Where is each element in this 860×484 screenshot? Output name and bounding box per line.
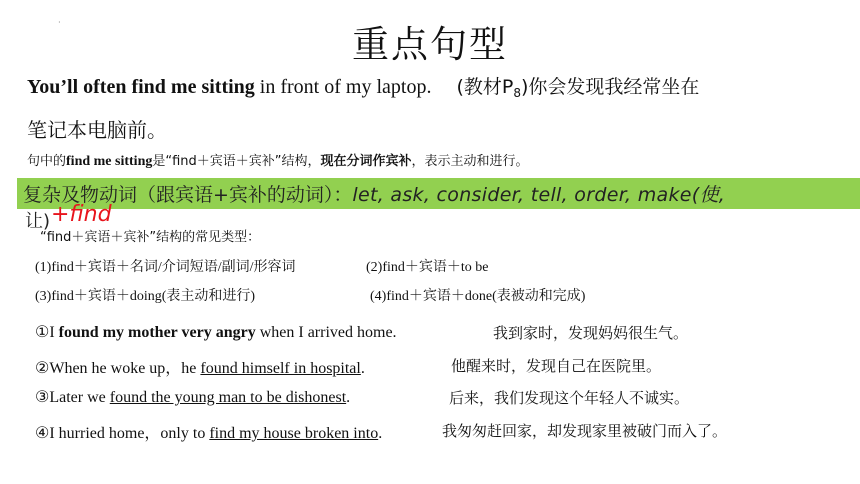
explain-emphasis: 现在分词作宾补	[320, 154, 412, 169]
example-3	[35, 387, 350, 407]
textbook-ref	[456, 76, 699, 98]
example-pre: I	[49, 324, 59, 341]
example-pre: When he woke up，he	[49, 360, 201, 377]
highlight-verbs: let, ask, consider, tell, order, make(使,	[352, 184, 726, 206]
explain-phrase: find me sitting	[66, 154, 153, 169]
explain-mid: 是“find＋宾语＋宾补”结构，	[152, 154, 321, 169]
example-number: ②	[35, 360, 50, 377]
example-number: ④	[35, 425, 50, 442]
example-key: found himself in hospital	[200, 360, 361, 377]
highlight-text	[23, 180, 725, 207]
type-3: (3)find＋宾语＋doing(表主动和进行)	[35, 289, 256, 304]
key-sentence-rest: in front of my laptop.	[254, 76, 432, 98]
example-key: found the young man to be dishonest	[109, 389, 347, 406]
example-number: ①	[35, 324, 50, 341]
decor-dot: ·	[58, 18, 61, 27]
type-1: (1)find＋宾语＋名词/介词短语/副词/形容词	[35, 260, 296, 275]
example-pre: I hurried home，only to	[49, 425, 210, 442]
example-4-translation: 我匆匆赶回家，却发现家里被破门而入了。	[442, 422, 728, 440]
example-post: .	[378, 425, 383, 442]
type-4: (4)find＋宾语＋done(表被动和完成)	[370, 289, 586, 304]
explain-prefix: 句中的	[27, 154, 67, 169]
example-key: found my mother very angry	[58, 324, 256, 341]
key-sentence-translation: 笔记本电脑前。	[27, 118, 167, 142]
highlight-label: 复杂及物动词（跟宾语+宾补的动词）：	[23, 184, 353, 206]
example-post: .	[346, 389, 351, 406]
example-key: find my house broken into	[209, 425, 379, 442]
highlight-tail: 让)	[25, 211, 51, 232]
example-4	[35, 420, 382, 443]
example-3-translation: 后来，我们发现这个年轻人不诚实。	[449, 389, 690, 407]
type-2: (2)find＋宾语＋to be	[366, 260, 489, 275]
example-2	[35, 355, 365, 378]
example-post: .	[360, 360, 365, 377]
ref-translation: )你会发现我经常坐在	[520, 76, 700, 98]
example-1-translation: 我到家时，发现妈妈很生气。	[493, 324, 689, 342]
explanation	[27, 150, 529, 170]
types-intro: “find＋宾语＋宾补”结构的常见类型：	[40, 230, 261, 245]
ref-open: (教材P	[456, 76, 514, 98]
handwritten-find: +find	[51, 202, 112, 227]
page-title: 重点句型	[352, 23, 508, 66]
example-post: when I arrived home.	[255, 324, 397, 341]
example-2-translation: 他醒来时，发现自己在医院里。	[451, 357, 662, 375]
ref-page: 8	[513, 86, 521, 100]
key-sentence	[27, 72, 699, 100]
key-sentence-bold: You’ll often find me sitting	[27, 76, 255, 98]
example-1	[35, 322, 397, 342]
example-pre: Later we	[49, 389, 110, 406]
explain-suffix: ，表示主动和进行。	[411, 154, 529, 169]
example-number: ③	[35, 389, 50, 406]
